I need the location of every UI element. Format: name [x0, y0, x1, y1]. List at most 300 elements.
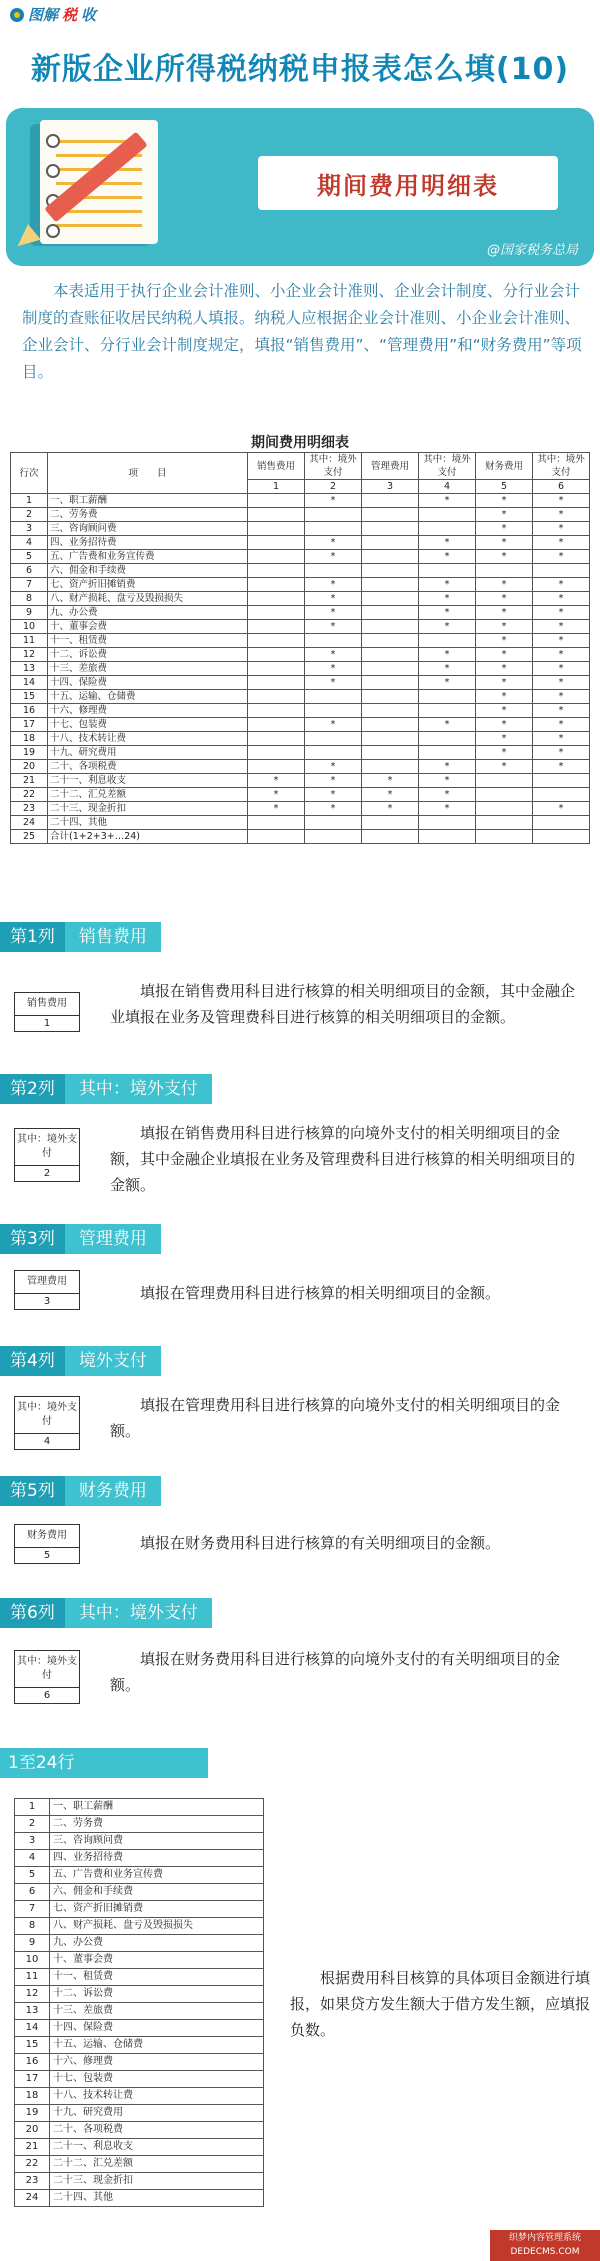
row-item: 十一、租赁费 [50, 1969, 264, 1986]
row-cell [248, 662, 305, 676]
row-cell [362, 634, 419, 648]
row-cell: * [476, 620, 533, 634]
row-cell [248, 676, 305, 690]
list-item [15, 1935, 264, 1952]
section-label: 第5列 [0, 1476, 65, 1506]
row-cell [248, 578, 305, 592]
list-item [15, 2088, 264, 2105]
brand-suffix: 收 [81, 6, 97, 24]
section-label: 第6列 [0, 1598, 65, 1628]
row-cell [533, 774, 590, 788]
table-row [11, 746, 590, 760]
row-item: 十五、运输、仓储费 [48, 690, 248, 704]
row-cell: * [476, 662, 533, 676]
range-header: 1至24行 [0, 1748, 208, 1778]
header-c4: 其中：境外支付 [419, 453, 476, 480]
table-header-row [11, 453, 590, 480]
table-row [11, 690, 590, 704]
column-box-label: 其中：境外支付 [15, 1129, 79, 1166]
row-number: 8 [15, 1918, 50, 1935]
row-item: 十二、诉讼费 [48, 648, 248, 662]
table-row [11, 606, 590, 620]
row-cell: * [305, 788, 362, 802]
row-cell: * [476, 494, 533, 508]
row-number: 10 [15, 1952, 50, 1969]
row-cell [419, 508, 476, 522]
row-item: 八、财产损耗、盘亏及毁损损失 [50, 1918, 264, 1935]
row-number: 6 [11, 564, 48, 578]
intro-paragraph: 本表适用于执行企业会计准则、小企业会计准则、企业会计制度、分行业会计制度的查账征收居民纳税人填报。纳税人应根据企业会计准则、小企业会计准则、企业会计、分行业会计制度规定，填报“销售费用”、“管理费用”和“财务费用”等项目。 [22, 282, 582, 381]
table-row [11, 592, 590, 606]
row-item: 十八、技术转让费 [50, 2088, 264, 2105]
row-number: 19 [11, 746, 48, 760]
section-1-desc: 填报在销售费用科目进行核算的相关明细项目的金额，其中金融企业填报在业务及管理费科目进行核算的相关明细项目的金额。 [110, 982, 576, 1026]
row-number: 5 [11, 550, 48, 564]
row-cell: * [533, 522, 590, 536]
row-number: 14 [15, 2020, 50, 2037]
page-title: 新版企业所得税纳税申报表怎么填(10) [30, 52, 570, 87]
row-item: 六、佣金和手续费 [48, 564, 248, 578]
row-item: 二十一、利息收支 [48, 774, 248, 788]
row-cell [248, 746, 305, 760]
row-number: 22 [15, 2156, 50, 2173]
row-cell: * [419, 788, 476, 802]
section-3-header [0, 1224, 161, 1254]
row-cell [305, 746, 362, 760]
row-number: 19 [15, 2105, 50, 2122]
row-cell: * [305, 606, 362, 620]
row-number: 23 [11, 802, 48, 816]
row-number: 15 [15, 2037, 50, 2054]
row-cell [362, 536, 419, 550]
row-cell: * [476, 718, 533, 732]
row-cell: * [533, 802, 590, 816]
watermark-line2: DEDECMS.COM [510, 2247, 580, 2257]
list-item [15, 1884, 264, 1901]
banner-subtitle: 期间费用明细表 [317, 172, 499, 200]
row-item: 十三、差旅费 [50, 2003, 264, 2020]
table-row [11, 494, 590, 508]
row-cell: * [533, 578, 590, 592]
row-cell [248, 508, 305, 522]
table-title: 期间费用明细表 [251, 435, 349, 451]
section-label: 第4列 [0, 1346, 65, 1376]
row-cell: * [305, 592, 362, 606]
row-cell: * [476, 606, 533, 620]
row-cell: * [533, 704, 590, 718]
row-cell [362, 718, 419, 732]
row-item: 一、职工薪酬 [50, 1799, 264, 1816]
top-bar [0, 0, 600, 24]
row-number: 7 [11, 578, 48, 592]
row-item: 十八、技术转让费 [48, 732, 248, 746]
table-row [11, 536, 590, 550]
column-box-label: 其中：境外支付 [15, 1397, 79, 1434]
row-cell: * [476, 536, 533, 550]
row-number: 21 [15, 2139, 50, 2156]
row-cell [305, 634, 362, 648]
section-3-desc: 填报在管理费用科目进行核算的相关明细项目的金额。 [140, 1284, 501, 1302]
row-cell [476, 564, 533, 578]
row-cell: * [476, 690, 533, 704]
row-cell [419, 746, 476, 760]
row-number: 13 [11, 662, 48, 676]
row-number: 1 [11, 494, 48, 508]
row-cell [476, 788, 533, 802]
table-row [11, 634, 590, 648]
row-item: 二十四、其他 [50, 2190, 264, 2207]
row-cell: * [476, 676, 533, 690]
row-cell: * [305, 550, 362, 564]
table-row [11, 802, 590, 816]
row-cell: * [533, 592, 590, 606]
row-number: 9 [11, 606, 48, 620]
column-box-label: 财务费用 [15, 1525, 79, 1548]
row-item: 二十一、利息收支 [50, 2139, 264, 2156]
row-cell: * [533, 550, 590, 564]
row-item: 十七、包装费 [48, 718, 248, 732]
row-item: 十、董事会费 [48, 620, 248, 634]
row-item: 五、广告费和业务宣传费 [48, 550, 248, 564]
row-item: 十一、租赁费 [48, 634, 248, 648]
row-cell: * [305, 620, 362, 634]
row-cell [305, 508, 362, 522]
row-cell: * [533, 620, 590, 634]
row-cell [305, 704, 362, 718]
row-cell: * [419, 718, 476, 732]
table-row [11, 620, 590, 634]
row-cell [419, 522, 476, 536]
row-cell: * [476, 508, 533, 522]
row-number: 8 [11, 592, 48, 606]
section-title: 其中：境外支付 [65, 1074, 212, 1104]
column-box-5 [14, 1524, 80, 1564]
table-row [11, 732, 590, 746]
row-cell: * [476, 578, 533, 592]
row-item: 二十三、现金折扣 [50, 2173, 264, 2190]
row-cell [362, 816, 419, 830]
row-cell: * [305, 648, 362, 662]
section-5-desc: 填报在财务费用科目进行核算的有关明细项目的金额。 [140, 1534, 501, 1552]
row-cell: * [476, 732, 533, 746]
row-cell [533, 788, 590, 802]
row-cell [248, 592, 305, 606]
row-number: 9 [15, 1935, 50, 1952]
row-number: 21 [11, 774, 48, 788]
list-item [15, 2122, 264, 2139]
row-item: 六、佣金和手续费 [50, 1884, 264, 1901]
row-cell: * [305, 536, 362, 550]
list-item [15, 1816, 264, 1833]
hero-banner [6, 108, 594, 266]
row-number: 3 [15, 1833, 50, 1850]
row-number: 13 [15, 2003, 50, 2020]
row-cell: * [419, 550, 476, 564]
row-cell [362, 690, 419, 704]
section-title: 财务费用 [65, 1476, 161, 1506]
row-item: 十九、研究费用 [50, 2105, 264, 2122]
row-cell: * [533, 536, 590, 550]
list-item [15, 2190, 264, 2207]
row-cell: * [476, 648, 533, 662]
table-row [11, 830, 590, 844]
section-2-header [0, 1074, 212, 1104]
row-cell [419, 564, 476, 578]
row-cell: * [362, 774, 419, 788]
row-cell [248, 564, 305, 578]
row-item: 五、广告费和业务宣传费 [50, 1867, 264, 1884]
colnum: 6 [533, 480, 590, 494]
row-cell [362, 620, 419, 634]
row-number: 16 [15, 2054, 50, 2071]
column-box-label: 销售费用 [15, 993, 79, 1016]
row-cell [362, 676, 419, 690]
row-item: 二、劳务费 [50, 1816, 264, 1833]
row-item: 十四、保险费 [50, 2020, 264, 2037]
row-item: 二十三、现金折扣 [48, 802, 248, 816]
row-cell [362, 564, 419, 578]
row-number: 2 [15, 1816, 50, 1833]
row-cell: * [248, 802, 305, 816]
section-4-desc: 填报在管理费用科目进行核算的向境外支付的相关明细项目的金额。 [110, 1396, 561, 1440]
header-c5: 财务费用 [476, 453, 533, 480]
header-c1: 销售费用 [248, 453, 305, 480]
colnum: 3 [362, 480, 419, 494]
row-item: 二十、各项税费 [48, 760, 248, 774]
row-cell [305, 564, 362, 578]
row-cell: * [419, 802, 476, 816]
row-cell: * [305, 676, 362, 690]
row-cell: * [248, 788, 305, 802]
row-cell [248, 522, 305, 536]
row-cell: * [476, 522, 533, 536]
row-cell: * [362, 788, 419, 802]
row-number: 24 [11, 816, 48, 830]
row-item: 十六、修理费 [50, 2054, 264, 2071]
row-cell [248, 550, 305, 564]
list-item [15, 2003, 264, 2020]
table-row [11, 564, 590, 578]
colnum: 4 [419, 480, 476, 494]
row-number: 11 [11, 634, 48, 648]
section-6-desc: 填报在财务费用科目进行核算的向境外支付的有关明细项目的金额。 [110, 1650, 561, 1694]
row-number: 3 [11, 522, 48, 536]
row-cell [362, 508, 419, 522]
column-box-num: 5 [43, 1550, 51, 1561]
row-cell [305, 830, 362, 844]
watermark-line1: 织梦内容管理系统 [508, 2233, 581, 2243]
row-cell: * [305, 578, 362, 592]
row-item: 十五、运输、仓储费 [50, 2037, 264, 2054]
column-box-1 [14, 992, 80, 1032]
row-cell: * [419, 536, 476, 550]
row-item: 四、业务招待费 [50, 1850, 264, 1867]
table-row [11, 522, 590, 536]
row-number: 25 [11, 830, 48, 844]
section-5-header [0, 1476, 161, 1506]
colnum: 5 [476, 480, 533, 494]
row-cell: * [476, 634, 533, 648]
row-cell [362, 522, 419, 536]
section-title: 管理费用 [65, 1224, 161, 1254]
row-cell [362, 704, 419, 718]
row-item: 十二、诉讼费 [50, 1986, 264, 2003]
row-number: 1 [15, 1799, 50, 1816]
row-cell [362, 592, 419, 606]
row-item: 七、资产折旧摊销费 [48, 578, 248, 592]
row-cell: * [476, 704, 533, 718]
row-cell: * [533, 760, 590, 774]
row-item: 二十二、汇兑差额 [50, 2156, 264, 2173]
row-item: 四、业务招待费 [48, 536, 248, 550]
row-cell [533, 816, 590, 830]
brand-logo [10, 4, 96, 25]
row-item: 二、劳务费 [48, 508, 248, 522]
row-cell [248, 634, 305, 648]
row-cell: * [419, 578, 476, 592]
list-item [15, 1867, 264, 1884]
row-item: 十、董事会费 [50, 1952, 264, 1969]
row-item: 二十四、其他 [48, 816, 248, 830]
section-label: 第1列 [0, 922, 65, 952]
list-item [15, 2105, 264, 2122]
row-number: 18 [11, 732, 48, 746]
row-number: 6 [15, 1884, 50, 1901]
row-cell [419, 816, 476, 830]
row-cell [419, 634, 476, 648]
row-cell [248, 760, 305, 774]
row-cell: * [533, 648, 590, 662]
row-number: 17 [11, 718, 48, 732]
row-number: 20 [15, 2122, 50, 2139]
row-cell [476, 830, 533, 844]
row-cell [419, 704, 476, 718]
row-cell [248, 648, 305, 662]
table-row [11, 760, 590, 774]
row-cell: * [476, 760, 533, 774]
row-cell: * [533, 732, 590, 746]
row-number: 12 [15, 1986, 50, 2003]
row-item: 九、办公费 [50, 1935, 264, 1952]
row-cell [248, 704, 305, 718]
row-number: 7 [15, 1901, 50, 1918]
row-item: 三、咨询顾问费 [48, 522, 248, 536]
row-number: 4 [15, 1850, 50, 1867]
row-cell [419, 830, 476, 844]
row-number: 14 [11, 676, 48, 690]
column-box-label: 其中：境外支付 [15, 1651, 79, 1688]
expense-table [10, 452, 590, 844]
column-box-num: 1 [43, 1018, 51, 1029]
row-cell [248, 536, 305, 550]
column-box-label: 管理费用 [15, 1271, 79, 1294]
row-cell: * [419, 648, 476, 662]
header-item: 项 目 [48, 453, 248, 494]
rows-table [14, 1798, 264, 2207]
section-label: 第2列 [0, 1074, 65, 1104]
row-cell: * [419, 676, 476, 690]
row-cell [248, 606, 305, 620]
table-row [11, 648, 590, 662]
column-box-num: 3 [43, 1296, 51, 1307]
brand-prefix: 图解 [28, 6, 59, 24]
row-cell: * [305, 662, 362, 676]
table-row [11, 550, 590, 564]
row-number: 20 [11, 760, 48, 774]
watermark [490, 2230, 600, 2261]
list-item [15, 2054, 264, 2071]
column-box-num: 2 [43, 1168, 51, 1179]
column-box-num: 4 [43, 1436, 51, 1447]
row-cell [248, 494, 305, 508]
row-number: 18 [15, 2088, 50, 2105]
row-item: 十九、研究费用 [48, 746, 248, 760]
row-cell: * [248, 774, 305, 788]
row-cell: * [533, 676, 590, 690]
row-cell [533, 830, 590, 844]
column-box-4 [14, 1396, 80, 1450]
table-row [11, 676, 590, 690]
row-cell [362, 494, 419, 508]
row-cell [248, 816, 305, 830]
list-item [15, 2139, 264, 2156]
row-cell: * [533, 718, 590, 732]
table-row [11, 578, 590, 592]
row-cell [362, 550, 419, 564]
row-cell [476, 816, 533, 830]
list-item [15, 2173, 264, 2190]
row-cell [362, 760, 419, 774]
row-cell: * [533, 606, 590, 620]
row-cell [248, 830, 305, 844]
row-number: 15 [11, 690, 48, 704]
row-cell: * [533, 662, 590, 676]
row-cell [305, 816, 362, 830]
row-cell [305, 690, 362, 704]
column-box-3 [14, 1270, 80, 1310]
table-row [11, 704, 590, 718]
row-cell [362, 578, 419, 592]
row-item: 十四、保险费 [48, 676, 248, 690]
column-box-num: 6 [43, 1690, 51, 1701]
row-cell [248, 732, 305, 746]
row-cell [362, 662, 419, 676]
row-cell [419, 732, 476, 746]
row-cell [533, 564, 590, 578]
row-cell: * [419, 592, 476, 606]
row-cell [248, 718, 305, 732]
row-cell: * [533, 690, 590, 704]
row-item: 二十、各项税费 [50, 2122, 264, 2139]
row-number: 10 [11, 620, 48, 634]
row-cell [248, 690, 305, 704]
list-item [15, 2156, 264, 2173]
table-row [11, 788, 590, 802]
row-number: 22 [11, 788, 48, 802]
header-c2: 其中：境外支付 [305, 453, 362, 480]
header-c3: 管理费用 [362, 453, 419, 480]
row-cell: * [419, 774, 476, 788]
list-item [15, 1986, 264, 2003]
list-item [15, 2020, 264, 2037]
section-title: 其中：境外支付 [65, 1598, 212, 1628]
row-cell: * [533, 746, 590, 760]
column-box-2 [14, 1128, 80, 1182]
row-cell: * [476, 746, 533, 760]
row-cell: * [305, 494, 362, 508]
row-item: 三、咨询顾问费 [50, 1833, 264, 1850]
colnum: 2 [305, 480, 362, 494]
